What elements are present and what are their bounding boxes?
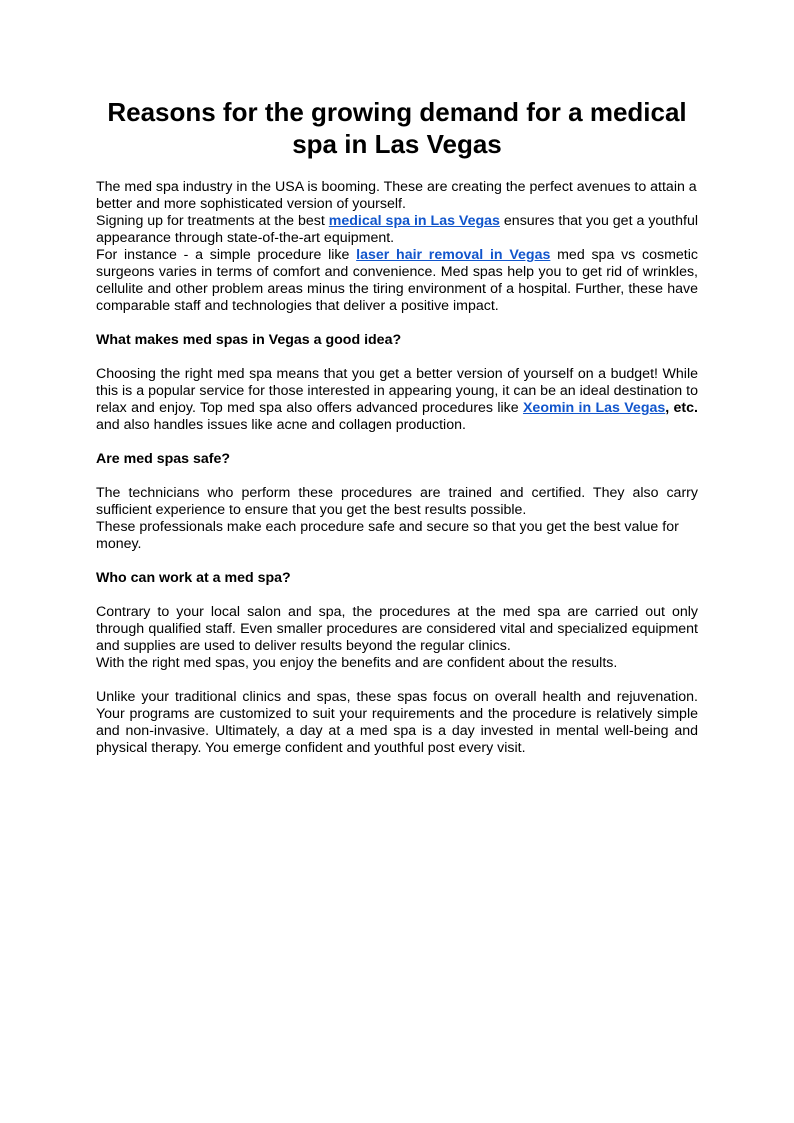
spacer: [96, 553, 698, 570]
who-can-work-paragraph-2: With the right med spas, you enjoy the benefits and are confident about the results.: [96, 655, 618, 671]
intro-paragraph-3-text-b: med spa vs cosmetic surgeons varies in terms of comfort and convenience. Med spas help you to get rid of wrinkles, cellulite and other problem areas minus the tiring environment of a hospital. Further, these have comparable staff and technologies that deliver a positive impact.: [96, 247, 698, 314]
section-heading-who-can-work: Who can work at a med spa?: [96, 570, 291, 586]
intro-paragraph-3-text-a: For instance - a simple procedure like: [96, 247, 357, 263]
spacer: [96, 587, 698, 604]
medical-spa-link[interactable]: medical spa in Las Vegas: [328, 213, 500, 229]
intro-paragraph-3: [96, 247, 698, 315]
spacer: [96, 672, 698, 689]
intro-paragraph-1: The med spa industry in the USA is booming. These are creating the perfect avenues to attain a better and more sophisticated version of yourself.: [96, 179, 697, 212]
intro-paragraph-2-text-b: ensures that you get a youthful appearance through state-of-the-art equipment.: [96, 213, 699, 246]
who-can-work-paragraph-1: Contrary to your local salon and spa, the procedures at the med spa are carried out only through qualified staff. Even smaller procedures are considered vital and specialized equipment and supplies are used to deliver results beyond the regular clinics.: [96, 604, 698, 654]
safe-paragraph-2: These professionals make each procedure safe and secure so that you get the best value for money.: [96, 519, 679, 552]
spacer: [96, 315, 698, 332]
intro-paragraph-2-text-a: Signing up for treatments at the best: [96, 213, 329, 229]
spacer: [96, 468, 698, 485]
spacer: [96, 434, 698, 451]
closing-paragraph: Unlike your traditional clinics and spas, these spas focus on overall health and rejuvenation. Your programs are customized to suit your requirements and the procedure is relatively simple and non-invasive. Ultimately, a day at a med spa is a day invested in mental well-being and physical therapy. You emerge confident and youthful post every visit.: [96, 689, 698, 756]
page-title: Reasons for the growing demand for a medical spa in Las Vegas: [107, 97, 687, 159]
spacer: [96, 349, 698, 366]
section-heading-good-idea: What makes med spas in Vegas a good idea?: [96, 332, 402, 348]
good-idea-paragraph: [96, 366, 698, 434]
good-idea-text-a: Choosing the right med spa means that you get a better version of yourself on a budget! While this is a popular service for those interested in appearing young, it can be an ideal destination to relax and enjoy. Top med spa also offers advanced procedures like: [96, 366, 698, 416]
laser-hair-removal-link[interactable]: laser hair removal in Vegas: [356, 247, 551, 263]
etc-bold-text: , etc.: [665, 400, 698, 416]
safe-paragraph-1: The technicians who perform these procedures are trained and certified. They also carry sufficient experience to ensure that you get the best results possible.: [96, 485, 698, 518]
good-idea-text-b: and also handles issues like acne and collagen production.: [96, 417, 466, 433]
section-heading-safe: Are med spas safe?: [96, 451, 231, 467]
intro-paragraph-2: [96, 213, 698, 247]
xeomin-link[interactable]: Xeomin in Las Vegas: [522, 400, 666, 416]
